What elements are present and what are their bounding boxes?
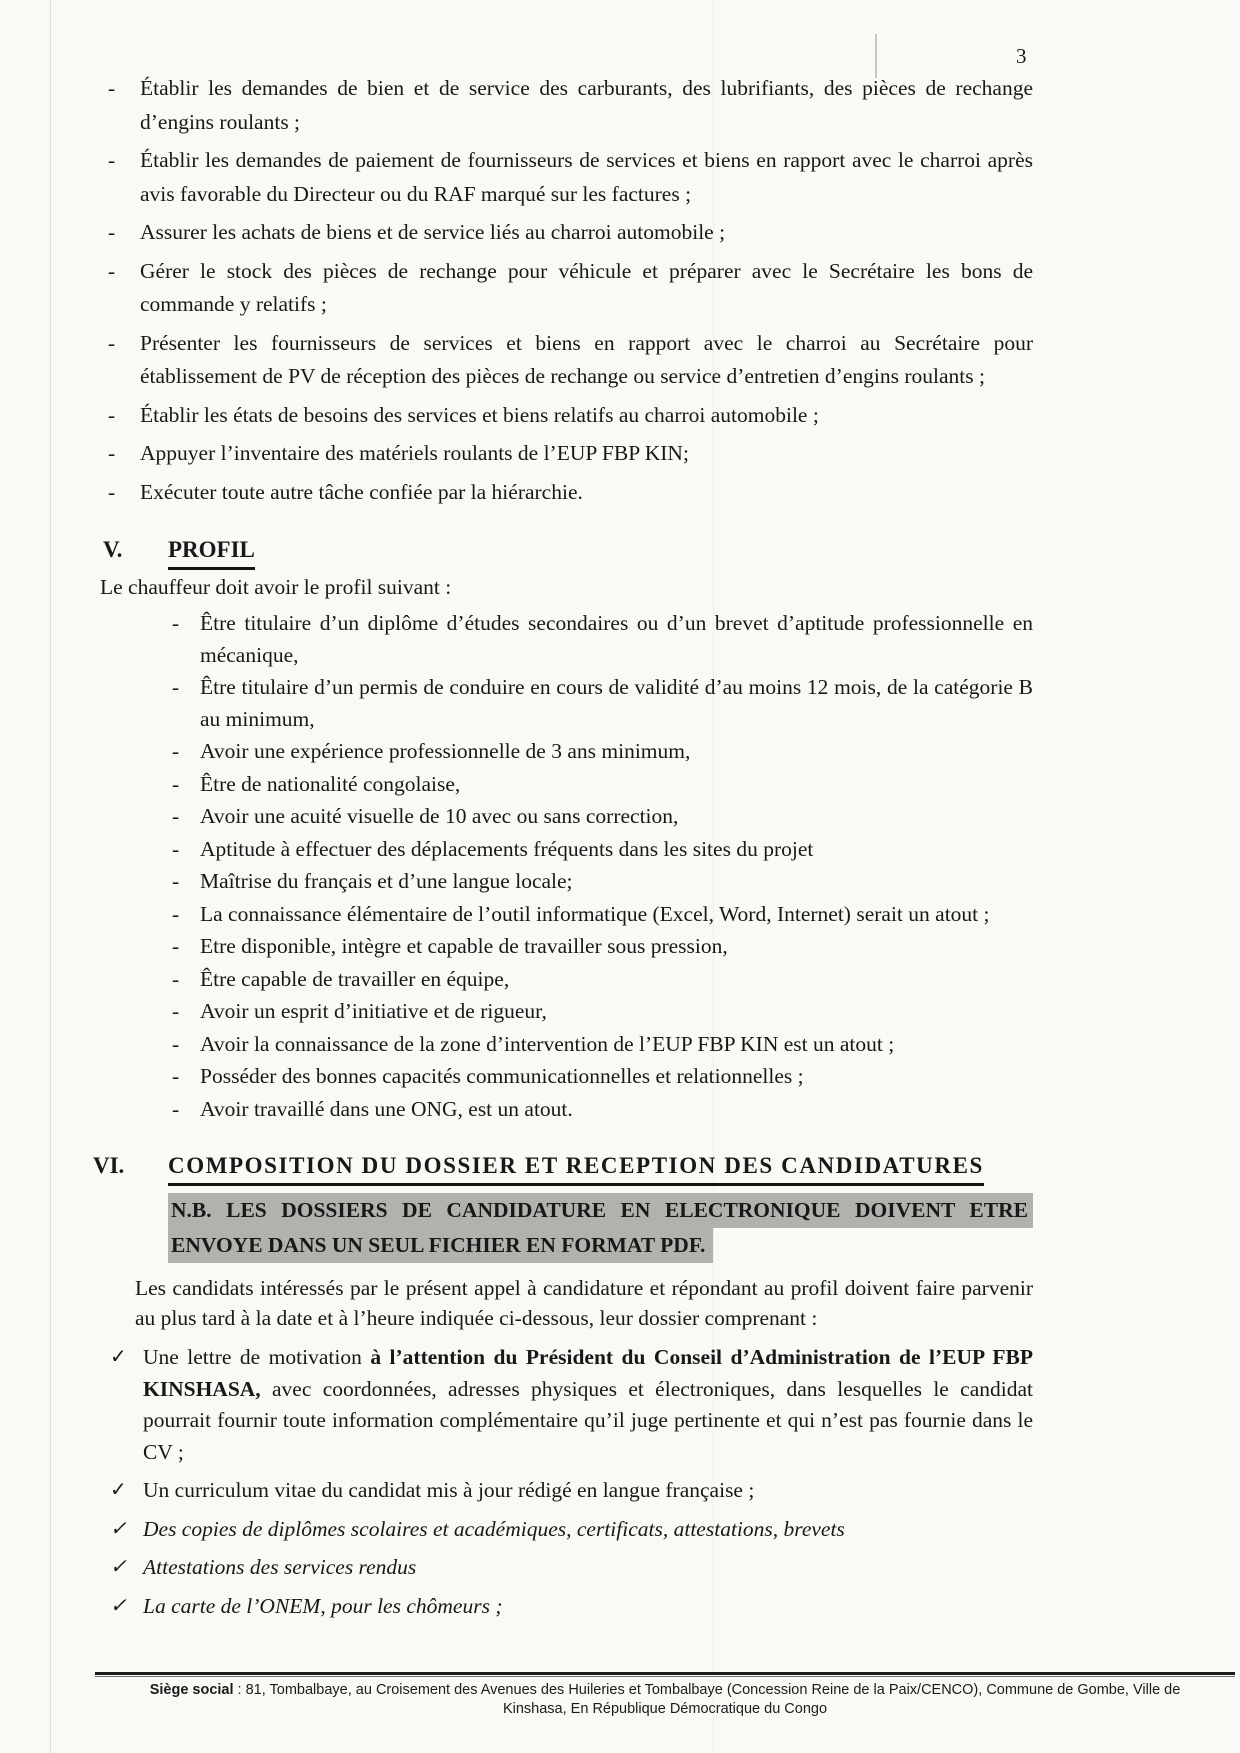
list-item [166, 608, 1033, 671]
check-item-text: La carte de l’ONEM, pour les chômeurs ; [143, 1593, 503, 1618]
checkmark-icon: ✓ [110, 1517, 127, 1540]
check-item [100, 1475, 1033, 1507]
list-item-text: Assurer les achats de biens et de service liés au charroi automobile ; [140, 220, 726, 244]
dash-bullet-icon: - [108, 76, 116, 100]
tasks-list [100, 72, 1033, 509]
dash-bullet-icon: - [172, 804, 180, 828]
list-item-text: Appuyer l’inventaire des matériels roulants de l’EUP FBP KIN; [140, 441, 689, 465]
section-v-numeral: V. [103, 537, 123, 562]
checkmark-icon: ✓ [110, 1594, 127, 1617]
check-item-text: Des copies de diplômes scolaires et académiques, certificats, attestations, brevets [143, 1516, 845, 1541]
list-item-text: Être titulaire d’un permis de conduire en cours de validité d’au moins 12 mois, de la catégorie B au minimum, [200, 675, 1033, 731]
dash-bullet-icon: - [108, 402, 116, 427]
section-vi-heading [93, 1151, 1033, 1186]
list-item [166, 899, 1033, 931]
check-item-text: Une lettre de motivation [143, 1345, 371, 1369]
list-item-text: Etre disponible, intègre et capable de travailler sous pression, [200, 934, 728, 958]
scan-edge-line [50, 0, 51, 1753]
check-item-bold-text: à l’attention du Président du Conseil d’Administration de l’EUP FBP KINSHASA, [143, 1345, 1034, 1401]
dash-bullet-icon: - [172, 934, 180, 958]
list-item-text: Gérer le stock des pièces de rechange pour véhicule et préparer avec le Secrétaire les bons de commande y relatifs ; [140, 258, 1033, 316]
dash-bullet-icon: - [172, 966, 180, 991]
dash-bullet-icon: - [172, 869, 180, 893]
page-footer [95, 1672, 1235, 1719]
check-item [100, 1591, 1033, 1623]
list-item-text: La connaissance élémentaire de l’outil informatique (Excel, Word, Internet) serait un atout ; [200, 901, 990, 926]
dash-bullet-icon: - [172, 1096, 180, 1121]
dash-bullet-icon: - [172, 999, 180, 1023]
list-item [166, 834, 1033, 866]
profile-list [166, 608, 1033, 1125]
nb-highlight-block [168, 1193, 1033, 1263]
list-item [100, 327, 1033, 394]
list-item [100, 476, 1033, 510]
list-item [166, 736, 1033, 768]
section-vi-title: COMPOSITION DU DOSSIER ET RECEPTION DES CANDIDATURES [168, 1151, 984, 1186]
list-item-text: Avoir travaillé dans une ONG, est un atout. [200, 1096, 573, 1121]
profile-intro: Le chauffeur doit avoir le profil suivant : [100, 575, 452, 599]
dash-bullet-icon: - [172, 739, 180, 763]
list-item-text: Présenter les fournisseurs de services et biens en rapport avec le charroi au Secrétaire pour établissement de PV de réception des pièces de rechange ou service d’entretien d’engins roulants ; [140, 330, 1033, 388]
list-item [166, 1029, 1033, 1061]
checkmark-icon: ✓ [110, 1346, 127, 1368]
list-item-text: Aptitude à effectuer des déplacements fréquents dans les sites du projet [200, 836, 814, 861]
list-item-text: Avoir un esprit d’initiative et de rigueur, [200, 999, 547, 1023]
list-item-text: Avoir une acuité visuelle de 10 avec ou sans correction, [200, 804, 679, 828]
dash-bullet-icon: - [108, 441, 116, 465]
list-item [166, 801, 1033, 833]
dash-bullet-icon: - [172, 1064, 180, 1088]
list-item-text: Établir les demandes de bien et de service des carburants, des lubrifiants, des pièces de rechange d’engins roulants ; [140, 76, 1033, 134]
list-item-text: Avoir une expérience professionnelle de 3 ans minimum, [200, 739, 691, 763]
check-item-text: Un curriculum vitae du candidat mis à jour rédigé en langue française ; [143, 1478, 755, 1502]
section-v-heading [100, 535, 1033, 570]
dash-bullet-icon: - [108, 258, 116, 283]
check-item [100, 1514, 1033, 1546]
dash-bullet-icon: - [172, 901, 180, 926]
check-item-text: Attestations des services rendus [143, 1555, 417, 1579]
checkmark-icon: ✓ [110, 1479, 127, 1501]
footer-rule-thin [95, 1676, 1235, 1677]
dash-bullet-icon: - [108, 148, 116, 172]
section-v-title: PROFIL [168, 535, 255, 570]
dash-bullet-icon: - [108, 479, 116, 504]
list-item-text: Avoir la connaissance de la zone d’intervention de l’EUP FBP KIN est un atout ; [200, 1031, 895, 1056]
dossier-checklist [100, 1342, 1033, 1622]
section-vi-numeral: VI. [93, 1153, 125, 1178]
list-item [166, 672, 1033, 735]
list-item-text: Être capable de travailler en équipe, [200, 966, 510, 991]
list-item [166, 931, 1033, 963]
list-item [166, 996, 1033, 1028]
dash-bullet-icon: - [108, 330, 116, 355]
footer-text [125, 1681, 1205, 1719]
siege-social-value: : 81, Tombalbaye, au Croisement des Avenues des Huileries et Tombalbaye (Concession Reine de la Paix/CENCO), Commune de Gombe, Ville de Kinshasa, En République Démocratique du Congo [233, 1682, 1181, 1717]
list-item [166, 964, 1033, 996]
list-item-text: Établir les états de besoins des services et biens relatifs au charroi automobile ; [140, 402, 819, 427]
list-item-text: Maîtrise du français et d’une langue locale; [200, 869, 573, 893]
document-body [93, 72, 1034, 1629]
list-item-text: Établir les demandes de paiement de fournisseurs de services et biens en rapport avec le charroi après avis favorable du Directeur ou du RAF marqué sur les factures ; [140, 148, 1033, 206]
siege-social-label: Siège social [149, 1682, 234, 1698]
dash-bullet-icon: - [172, 675, 180, 699]
list-item [166, 866, 1033, 898]
list-item [100, 255, 1033, 322]
dash-bullet-icon: - [172, 771, 180, 796]
list-item [100, 399, 1033, 433]
nb-highlight-line1: N.B. LES DOSSIERS DE CANDIDATURE EN ELECTRONIQUE DOIVENT ETRE [168, 1193, 1033, 1228]
list-item [166, 1094, 1033, 1126]
list-item [100, 216, 1033, 250]
list-item-text: Être titulaire d’un diplôme d’études secondaires ou d’un brevet d’aptitude professionnelle en mécanique, [200, 611, 1033, 667]
check-item [100, 1552, 1033, 1584]
checkmark-icon: ✓ [110, 1556, 127, 1578]
list-item [100, 437, 1033, 471]
list-item-text: Posséder des bonnes capacités communicationnelles et relationnelles ; [200, 1064, 804, 1088]
page-number: 3 [1016, 44, 1027, 68]
candidature-intro-paragraph: Les candidats intéressés par le présent appel à candidature et répondant au profil doivent faire parvenir au plus tard à la date et à l’heure indiquée ci-dessous, leur dossier comprenant : [135, 1276, 1033, 1330]
dash-bullet-icon: - [172, 836, 180, 861]
list-item-text: Être de nationalité congolaise, [200, 771, 461, 796]
dash-bullet-icon: - [172, 611, 180, 635]
dash-bullet-icon: - [108, 220, 116, 244]
list-item [166, 1061, 1033, 1093]
check-item-text: avec coordonnées, adresses physiques et électroniques, dans lesquelles le candidat pourrait fournir toute information complémentaire qu’il juge pertinente et qui n’est pas fournie dans le CV ; [143, 1376, 1033, 1464]
list-item [166, 769, 1033, 801]
list-item [100, 144, 1033, 211]
list-item-text: Exécuter toute autre tâche confiée par la hiérarchie. [140, 479, 583, 504]
check-item [100, 1342, 1033, 1468]
list-item [100, 72, 1033, 139]
dash-bullet-icon: - [172, 1031, 180, 1056]
nb-highlight-line2: ENVOYE DANS UN SEUL FICHIER EN FORMAT PDF. [168, 1228, 713, 1263]
